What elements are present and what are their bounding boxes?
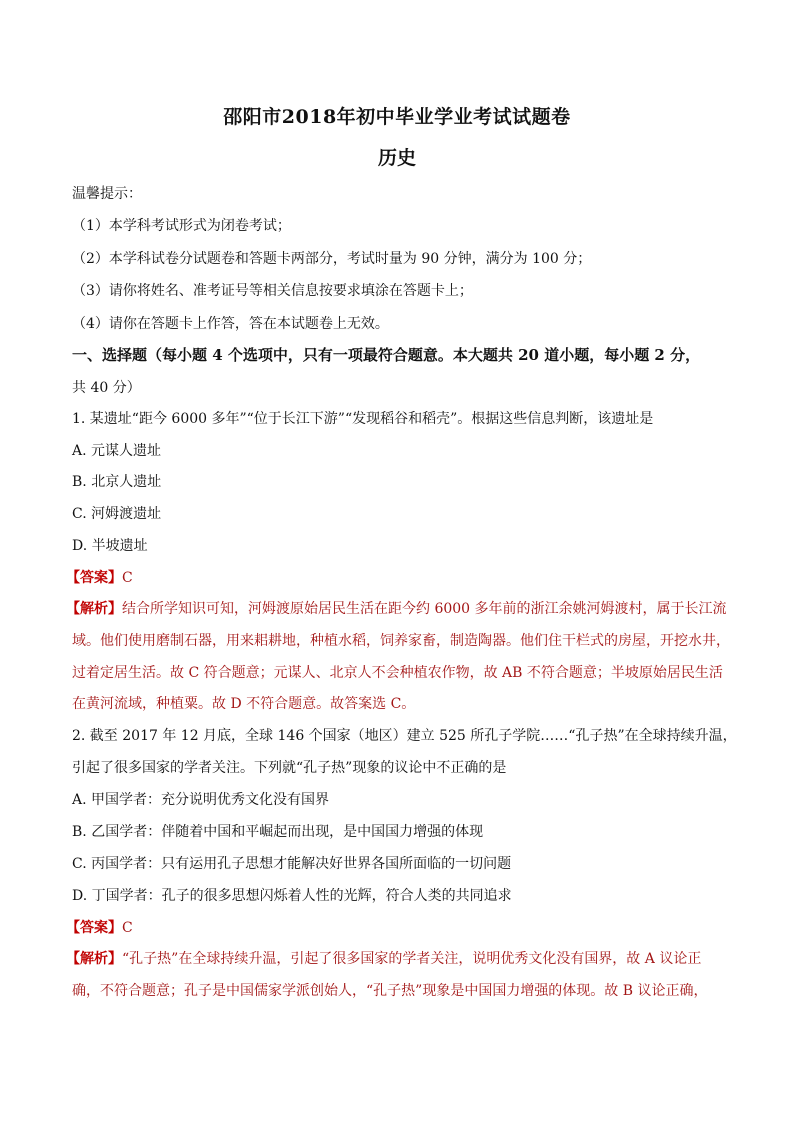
question-1-option-a: A. 元谋人遗址 <box>72 443 162 459</box>
question-2-stem: 2. 截至 2017 年 12 月底，全球 146 个国家（地区）建立 525 所孔子学院……“孔子热”在全球持续升温， <box>72 728 737 744</box>
analysis-text: “孔子热”在全球持续升温，引起了很多国家的学者关注，说明优秀文化没有国界，故 A 议论正 <box>122 951 702 967</box>
tip-item: （4）请你在答题卡上作答，答在本试题卷上无效。 <box>72 316 389 332</box>
question-2-analysis <box>66 948 726 970</box>
question-1-analysis-line: 域。他们使用磨制石器，用来耜耕地，种植水稻，饲养家畜，制造陶器。他们住干栏式的房屋，开挖水井， <box>72 633 730 649</box>
tip-item: （1）本学科考试形式为闭卷考试； <box>72 218 291 234</box>
question-2-option-d: D. 丁国学者：孔子的很多思想闪烁着人性的光辉，符合人类的共同追求 <box>72 888 512 904</box>
analysis-label: 【解析】 <box>66 951 122 967</box>
answer-label: 【答案】 <box>66 920 122 936</box>
question-2-option-c: C. 丙国学者：只有运用孔子思想才能解决好世界各国所面临的一切问题 <box>72 856 512 872</box>
question-1-analysis-line: 过着定居生活。故 C 符合题意；元谋人、北京人不会种植农作物，故 AB 不符合题意；半坡原始居民生活 <box>72 665 723 681</box>
answer-value: C <box>122 920 133 936</box>
tips-heading: 温馨提示： <box>72 186 142 202</box>
question-1-option-d: D. 半坡遗址 <box>72 538 148 554</box>
question-2-answer <box>66 917 726 939</box>
tip-item: （3）请你将姓名、准考证号等相关信息按要求填涂在答题卡上； <box>72 283 473 299</box>
tip-item: （2）本学科试卷分试题卷和答题卡两部分，考试时量为 90 分钟，满分为 100 分； <box>72 251 592 267</box>
analysis-label: 【解析】 <box>66 601 122 617</box>
question-1-stem: 1. 某遗址“距今 6000 多年”“位于长江下游”“发现稻谷和稻壳”。根据这些信息判断，该遗址是 <box>72 411 654 427</box>
question-2-stem-cont: 引起了很多国家的学者关注。下列就“孔子热”现象的议论中不正确的是 <box>72 760 507 776</box>
question-2-option-b: B. 乙国学者：伴随着中国和平崛起而出现，是中国国力增强的体现 <box>72 824 484 840</box>
question-1-analysis <box>66 598 726 620</box>
question-1-analysis-line: 在黄河流域，种植粟。故 D 不符合题意。故答案选 C。 <box>72 696 416 712</box>
section-heading: 一、选择题（每小题 4 个选项中，只有一项最符合题意。本大题共 20 道小题，每小题 2 分， <box>72 346 701 364</box>
question-1-answer <box>66 567 726 589</box>
answer-value: C <box>122 570 133 586</box>
answer-label: 【答案】 <box>66 570 122 586</box>
question-1-option-c: C. 河姆渡遗址 <box>72 506 162 522</box>
question-1-option-b: B. 北京人遗址 <box>72 474 162 490</box>
question-2-analysis-line: 确，不符合题意；孔子是中国儒家学派创始人，“孔子热”现象是中国国力增强的体现。故 B 议论正确， <box>72 983 708 999</box>
subject-title: 历史 <box>377 147 416 169</box>
analysis-text: 结合所学知识可知，河姆渡原始居民生活在距今约 6000 多年前的浙江余姚河姆渡村，属于长江流 <box>122 601 727 617</box>
section-heading-cont: 共 40 分） <box>72 380 141 396</box>
page-title: 邵阳市2018年初中毕业学业考试试题卷 <box>223 106 571 128</box>
question-2-option-a: A. 甲国学者：充分说明优秀文化没有国界 <box>72 792 330 808</box>
